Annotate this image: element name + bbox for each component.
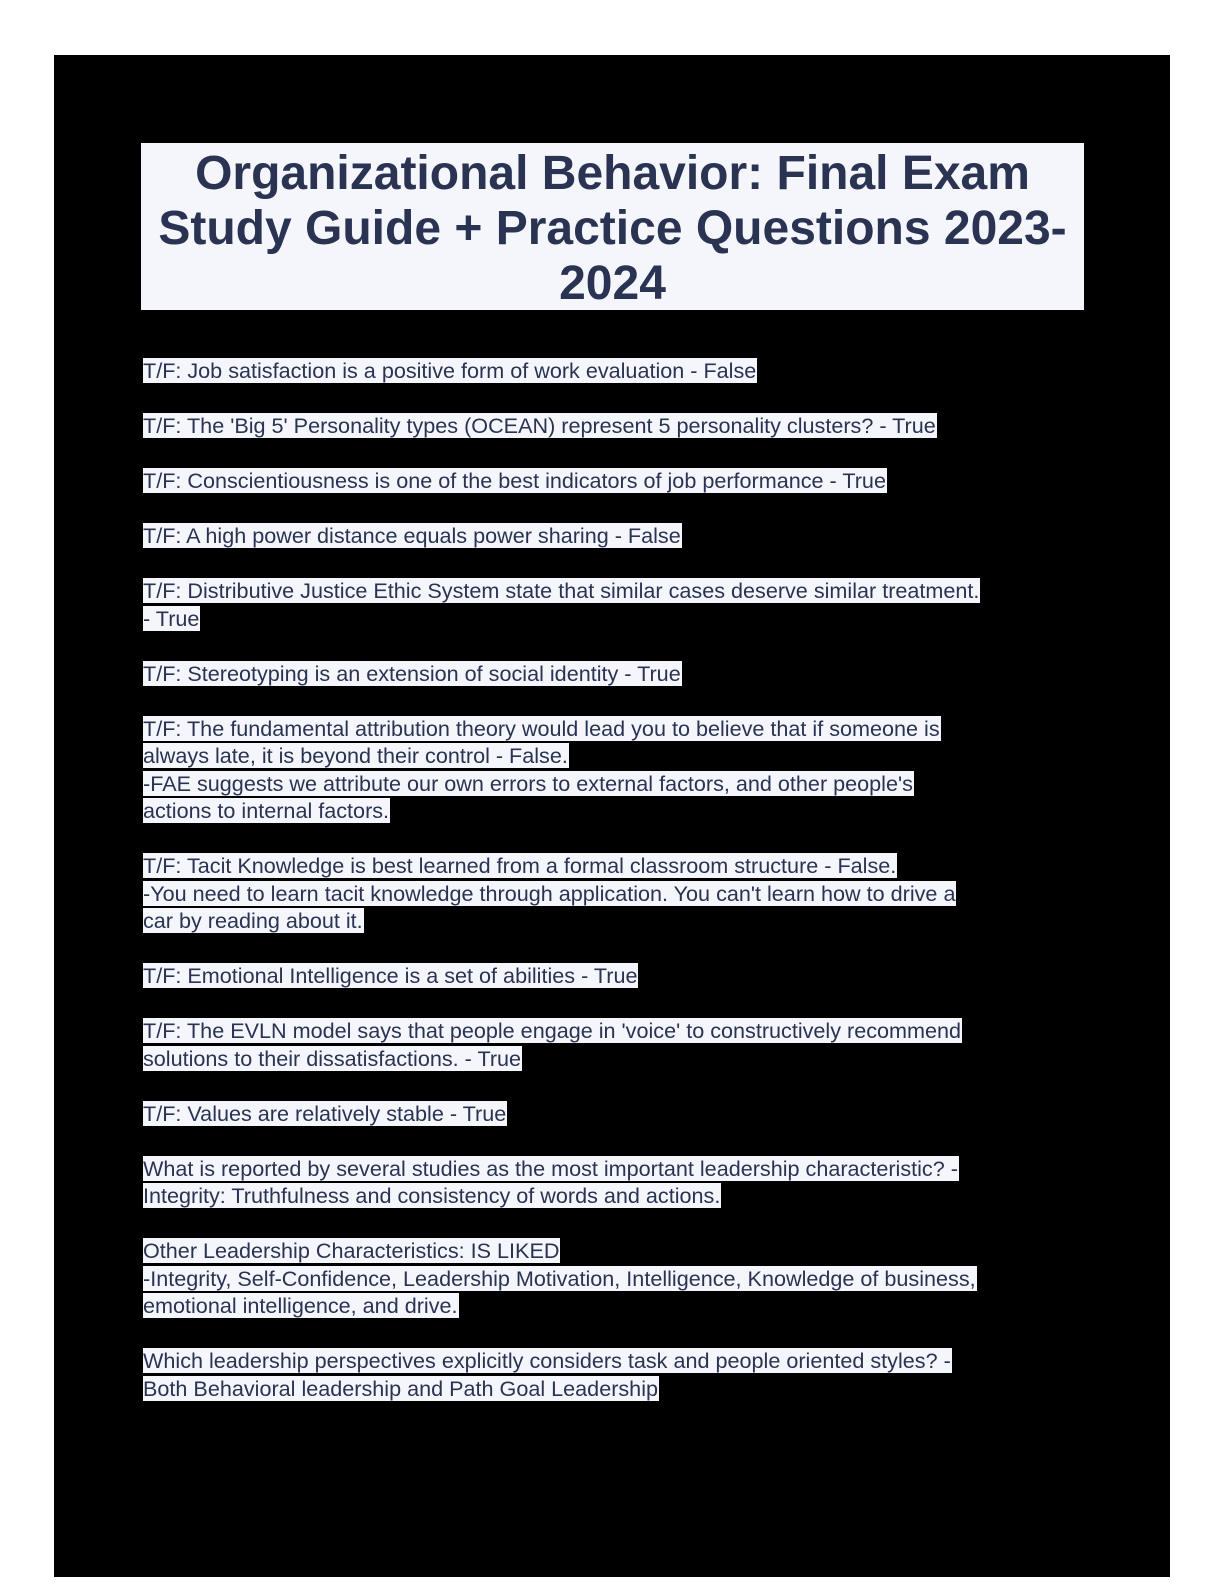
- title-line: Study Guide + Practice Questions 2023-: [158, 202, 1067, 255]
- question-text: T/F: A high power distance equals power sharing - False: [143, 523, 681, 548]
- question-item: [143, 1155, 1083, 1210]
- explanation-text: car by reading about it.: [143, 908, 363, 933]
- question-text: What is reported by several studies as the most important leadership characteristic? -: [143, 1155, 958, 1181]
- question-item: [143, 660, 1083, 688]
- title-line: Organizational Behavior: Final Exam: [195, 147, 1030, 200]
- question-text: always late, it is beyond their control - False.: [143, 743, 568, 768]
- answer-text: Integrity: Truthfulness and consistency of words and actions.: [143, 1183, 721, 1208]
- question-item: [143, 577, 1083, 632]
- question-item: [143, 715, 1083, 825]
- question-item: [143, 962, 1083, 990]
- question-item: [143, 357, 1083, 385]
- question-text: T/F: Stereotyping is an extension of social identity - True: [143, 660, 681, 686]
- question-item: [143, 467, 1083, 495]
- question-text: T/F: Tacit Knowledge is best learned from a formal classroom structure - False.: [143, 853, 897, 878]
- question-text: T/F: Values are relatively stable - True: [143, 1100, 507, 1126]
- question-item: [143, 522, 1083, 550]
- question-text: T/F: Job satisfaction is a positive form of work evaluation - False: [143, 358, 757, 383]
- question-list: [143, 357, 1083, 1430]
- question-item: [143, 1100, 1083, 1128]
- question-text: T/F: The fundamental attribution theory would lead you to believe that if someone is: [143, 715, 940, 741]
- question-item: [143, 1347, 1083, 1402]
- answer-text: Both Behavioral leadership and Path Goal Leadership: [143, 1375, 659, 1401]
- answer-text: -Integrity, Self-Confidence, Leadership Motivation, Intelligence, Knowledge of business,: [143, 1265, 976, 1291]
- question-text: Other Leadership Characteristics: IS LIKED: [143, 1238, 560, 1263]
- explanation-text: -You need to learn tacit knowledge through application. You can't learn how to drive a: [143, 880, 956, 906]
- question-item: [143, 1237, 1083, 1320]
- question-text: T/F: Distributive Justice Ethic System state that similar cases deserve similar treatment.: [143, 578, 980, 603]
- question-text: solutions to their dissatisfactions. - True: [143, 1045, 522, 1071]
- question-text: T/F: Conscientiousness is one of the best indicators of job performance - True: [143, 468, 886, 493]
- explanation-text: actions to internal factors.: [143, 798, 390, 823]
- question-item: [143, 412, 1083, 440]
- document-page: [54, 55, 1170, 1577]
- title-line: 2024: [559, 257, 666, 310]
- question-item: [143, 1017, 1083, 1072]
- answer-text: emotional intelligence, and drive.: [143, 1293, 458, 1318]
- question-text: T/F: Emotional Intelligence is a set of abilities - True: [143, 963, 638, 988]
- explanation-text: -FAE suggests we attribute our own errors to external factors, and other people's: [143, 770, 913, 796]
- question-text: Which leadership perspectives explicitly considers task and people oriented styles? -: [143, 1348, 951, 1373]
- document-title: [141, 143, 1084, 310]
- question-item: [143, 852, 1083, 935]
- question-text: T/F: The 'Big 5' Personality types (OCEAN) represent 5 personality clusters? - True: [143, 413, 936, 438]
- answer-text: - True: [143, 605, 200, 631]
- question-text: T/F: The EVLN model says that people engage in 'voice' to constructively recommend: [143, 1018, 962, 1043]
